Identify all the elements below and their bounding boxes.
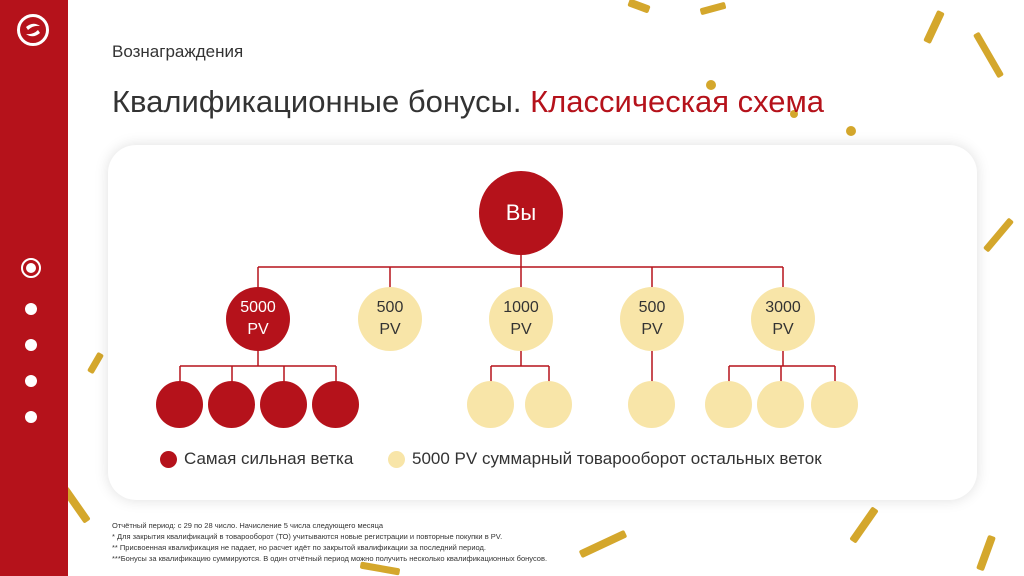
sidebar	[0, 0, 68, 576]
branch-value: 5000	[240, 299, 276, 316]
child-node	[312, 381, 359, 428]
nav-dot-5[interactable]	[25, 411, 37, 423]
confetti	[983, 217, 1014, 252]
branch-value: 500	[376, 299, 404, 316]
footnote-period: Отчётный период: с 29 по 28 число. Начисление 5 числа следующего месяца	[112, 521, 384, 530]
confetti	[923, 10, 945, 44]
confetti	[360, 562, 401, 576]
confetti	[973, 32, 1004, 79]
legend-strong-label: Самая сильная ветка	[184, 449, 354, 468]
child-node	[525, 381, 572, 428]
child-node	[628, 381, 675, 428]
confetti	[976, 535, 996, 572]
section-label: Вознаграждения	[112, 42, 244, 61]
branch-value: 3000	[765, 299, 801, 316]
legend-yellow-dot	[388, 451, 405, 468]
diagram-card	[108, 145, 977, 500]
root-label: Вы	[505, 200, 537, 225]
title-accent: Классическая схема	[530, 84, 825, 119]
child-node	[156, 381, 203, 428]
title-main: Квалификационные бонусы.	[112, 84, 522, 119]
child-node	[208, 381, 255, 428]
child-node	[811, 381, 858, 428]
footnote-1: * Для закрытия квалификаций в товарооборот (ТО) учитываются новые регистрации и повторные покупки в PV.	[112, 532, 503, 541]
branch-node-2	[358, 287, 422, 351]
nav-dot-1[interactable]	[21, 258, 41, 278]
child-node	[467, 381, 514, 428]
branch-node-5	[751, 287, 815, 351]
confetti	[846, 126, 856, 136]
branch-node-4	[620, 287, 684, 351]
confetti	[849, 506, 878, 543]
child-node	[757, 381, 804, 428]
legend-rest-label: 5000 PV суммарный товарооборот остальных веток	[412, 449, 822, 468]
nav-dot-3[interactable]	[25, 339, 37, 351]
branch-unit: PV	[379, 321, 401, 338]
branch-node-1	[226, 287, 290, 351]
footnote-2: ** Присвоенная квалификация не падает, но расчет идёт по закрытой квалификации за последний период.	[112, 543, 486, 552]
branch-unit: PV	[247, 321, 269, 338]
child-node	[705, 381, 752, 428]
footnote-3: ***Бонусы за квалификацию суммируются. В один отчётный период можно получить несколько квалификационных бонусов.	[112, 554, 548, 563]
legend-red-dot	[160, 451, 177, 468]
branch-unit: PV	[641, 321, 663, 338]
branch-value: 1000	[503, 299, 539, 316]
nav-dot-2[interactable]	[25, 303, 37, 315]
branch-node-3	[489, 287, 553, 351]
page-title	[112, 84, 824, 120]
branch-unit: PV	[772, 321, 794, 338]
confetti	[700, 2, 727, 15]
branch-unit: PV	[510, 321, 532, 338]
confetti	[579, 530, 628, 558]
child-node	[260, 381, 307, 428]
confetti	[87, 352, 104, 375]
nav-dot-4[interactable]	[25, 375, 37, 387]
confetti	[627, 0, 650, 14]
root-node	[479, 171, 563, 255]
brand-logo-icon	[17, 14, 49, 46]
branch-value: 500	[638, 299, 666, 316]
